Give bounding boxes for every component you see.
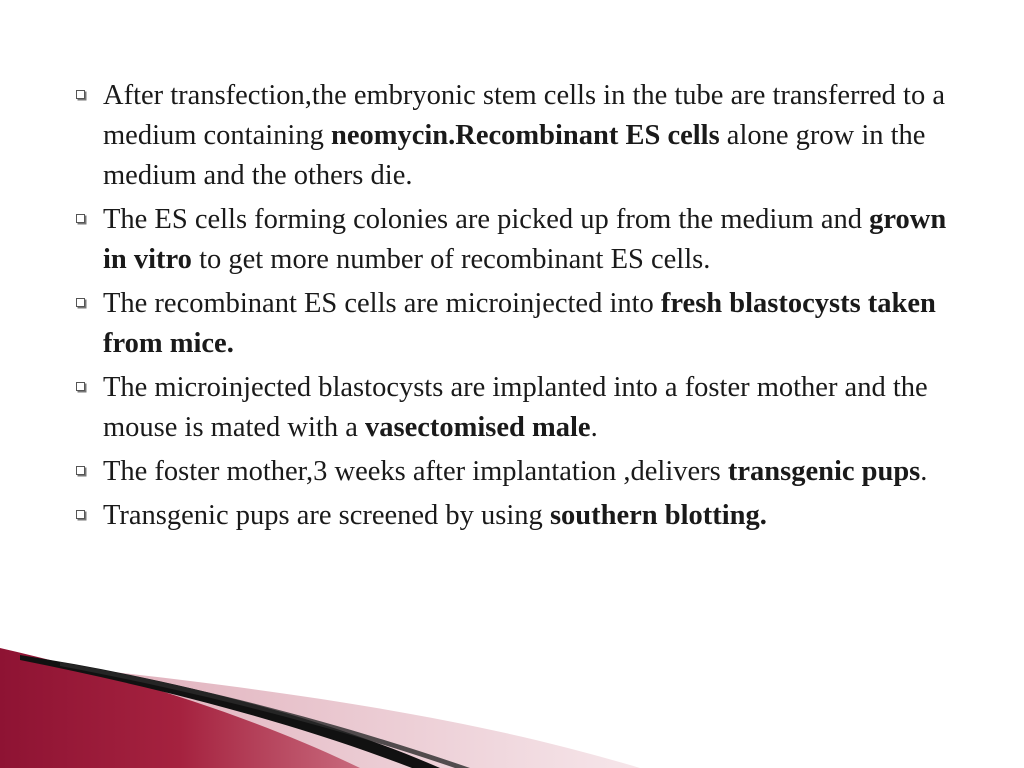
bullet-item [76, 200, 976, 280]
square-bullet-icon [76, 214, 85, 223]
bullet-bold-text: vasectomised male [365, 412, 591, 443]
bullet-item [76, 76, 976, 196]
dark-swoosh-thin-shape [60, 662, 470, 768]
pink-swoosh-shape [0, 660, 640, 768]
square-bullet-icon [76, 382, 85, 391]
square-bullet-icon [76, 90, 85, 99]
bullet-text: After transfection,the embryonic stem cells in the tube are transferred to a medium containing [103, 80, 945, 151]
bullet-text: The foster mother,3 weeks after implantation ,delivers [103, 456, 728, 487]
bullet-list [76, 76, 976, 540]
bullet-text: Transgenic pups are screened by using [103, 500, 550, 531]
dark-swoosh-shape [20, 655, 440, 768]
square-bullet-icon [76, 298, 85, 307]
bullet-bold-text: transgenic pups [727, 456, 921, 487]
bullet-item [76, 284, 976, 364]
square-bullet-icon [76, 510, 85, 519]
bullet-text: to get more number of recombinant ES cells. [191, 244, 711, 275]
bullet-item [76, 452, 976, 492]
bullet-text: The microinjected blastocysts are implanted into a foster mother and the mouse is mated with a [103, 372, 928, 443]
bullet-bold-text: fresh blastocysts taken from mice. [103, 288, 936, 359]
bullet-item [76, 496, 976, 536]
bullet-text: The ES cells forming colonies are picked up from the medium and [103, 204, 870, 235]
bullet-bold-text: neomycin.Recombinant ES cells [330, 120, 720, 151]
bullet-text: . [920, 456, 928, 487]
bullet-text: The recombinant ES cells are microinjected into [103, 288, 661, 319]
bullet-text: alone grow in the medium and the others die. [103, 120, 926, 191]
bullet-text: . [590, 412, 598, 443]
bullet-item [76, 368, 976, 448]
bullet-bold-text: southern blotting. [549, 500, 767, 531]
square-bullet-icon [76, 466, 85, 475]
crimson-swoosh-shape [0, 648, 360, 768]
bullet-bold-text: grown in vitro [103, 204, 947, 275]
